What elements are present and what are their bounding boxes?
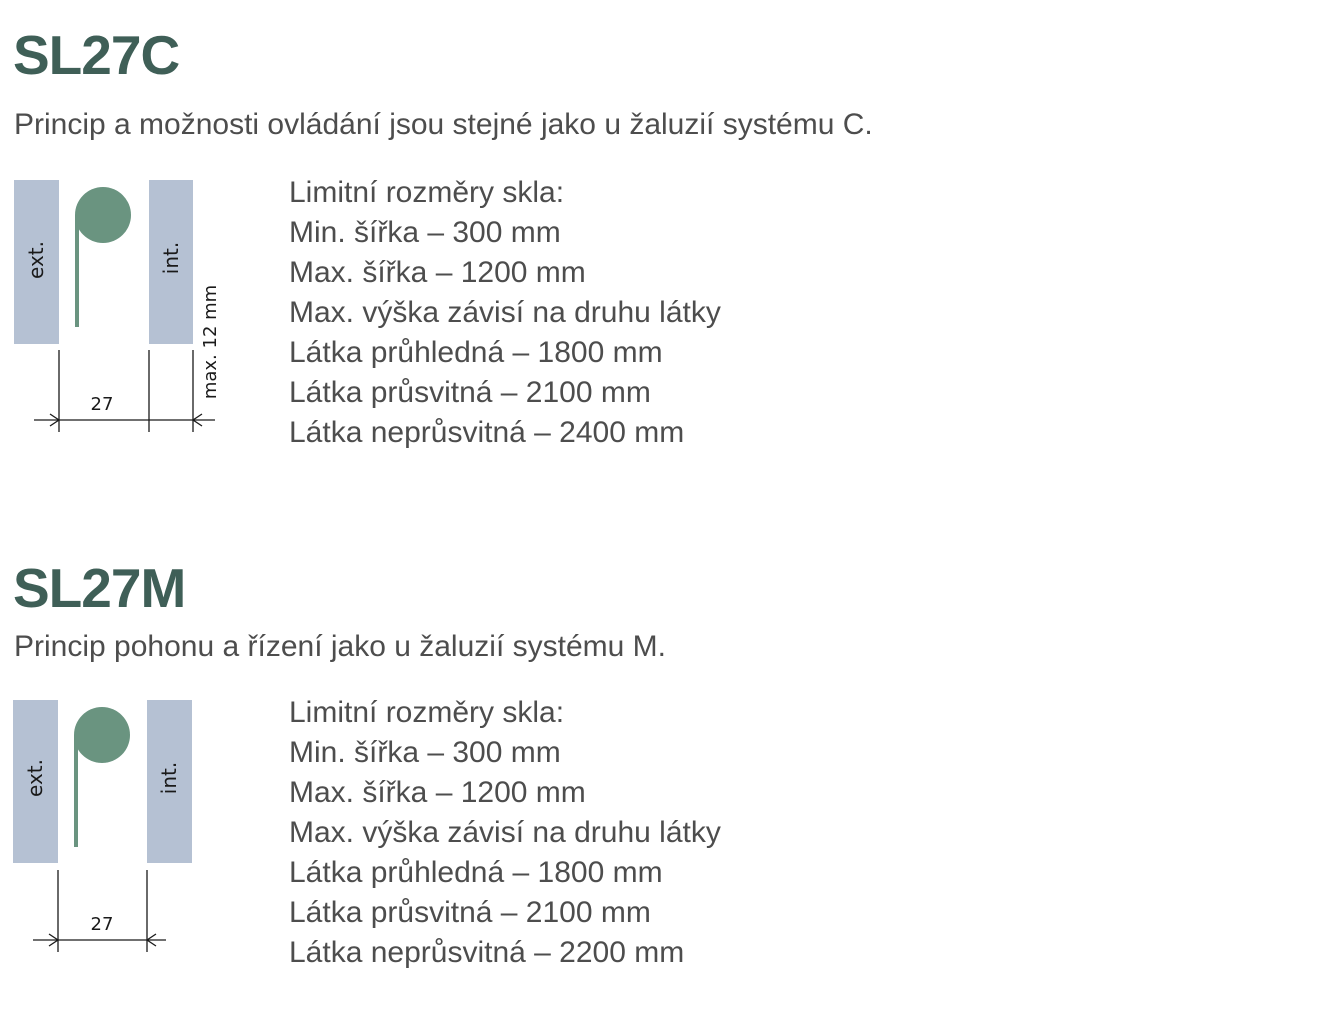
spec-item: Látka průsvitná – 2100 mm (289, 376, 651, 409)
spec-item: Max. šířka – 1200 mm (289, 776, 586, 809)
roller-icon (75, 187, 131, 243)
spec-item: Látka neprůsvitná – 2200 mm (289, 936, 685, 969)
ext-label: ext. (23, 759, 47, 797)
glass-limits-list (289, 173, 721, 453)
section-title: SL27M (13, 557, 186, 619)
dimension-27-label: 27 (90, 914, 114, 935)
int-label: int. (159, 241, 183, 275)
blind-fabric (75, 215, 79, 327)
section-sl27c (0, 0, 1334, 500)
cross-section-diagram (0, 170, 240, 470)
specs-heading: Limitní rozměry skla: (289, 176, 565, 209)
max-thickness-label: max. 12 mm (200, 284, 221, 400)
spec-item: Min. šířka – 300 mm (289, 736, 561, 769)
cross-section-diagram (0, 690, 240, 990)
glass-limits-list (289, 693, 721, 973)
spec-item: Látka průsvitná – 2100 mm (289, 896, 651, 929)
spec-item: Látka průhledná – 1800 mm (289, 856, 663, 889)
dimension-lines (34, 350, 215, 432)
section-description: Princip a možnosti ovládání jsou stejné jako u žaluzií systému C. (14, 108, 873, 141)
int-label: int. (157, 761, 181, 795)
section-title: SL27C (13, 24, 180, 86)
section-sl27m (0, 540, 1334, 1017)
dimension-lines (33, 870, 166, 952)
spec-item: Min. šířka – 300 mm (289, 216, 561, 249)
spec-item: Max. šířka – 1200 mm (289, 256, 586, 289)
spec-item: Látka průhledná – 1800 mm (289, 336, 663, 369)
spec-item: Max. výška závisí na druhu látky (289, 816, 721, 849)
dimension-27-label: 27 (90, 394, 114, 415)
spec-item: Max. výška závisí na druhu látky (289, 296, 721, 329)
section-description: Princip pohonu a řízení jako u žaluzií systému M. (14, 630, 666, 663)
roller-icon (74, 707, 130, 763)
ext-label: ext. (24, 241, 48, 279)
specs-heading: Limitní rozměry skla: (289, 696, 565, 729)
spec-item: Látka neprůsvitná – 2400 mm (289, 416, 685, 449)
blind-fabric (74, 735, 78, 847)
